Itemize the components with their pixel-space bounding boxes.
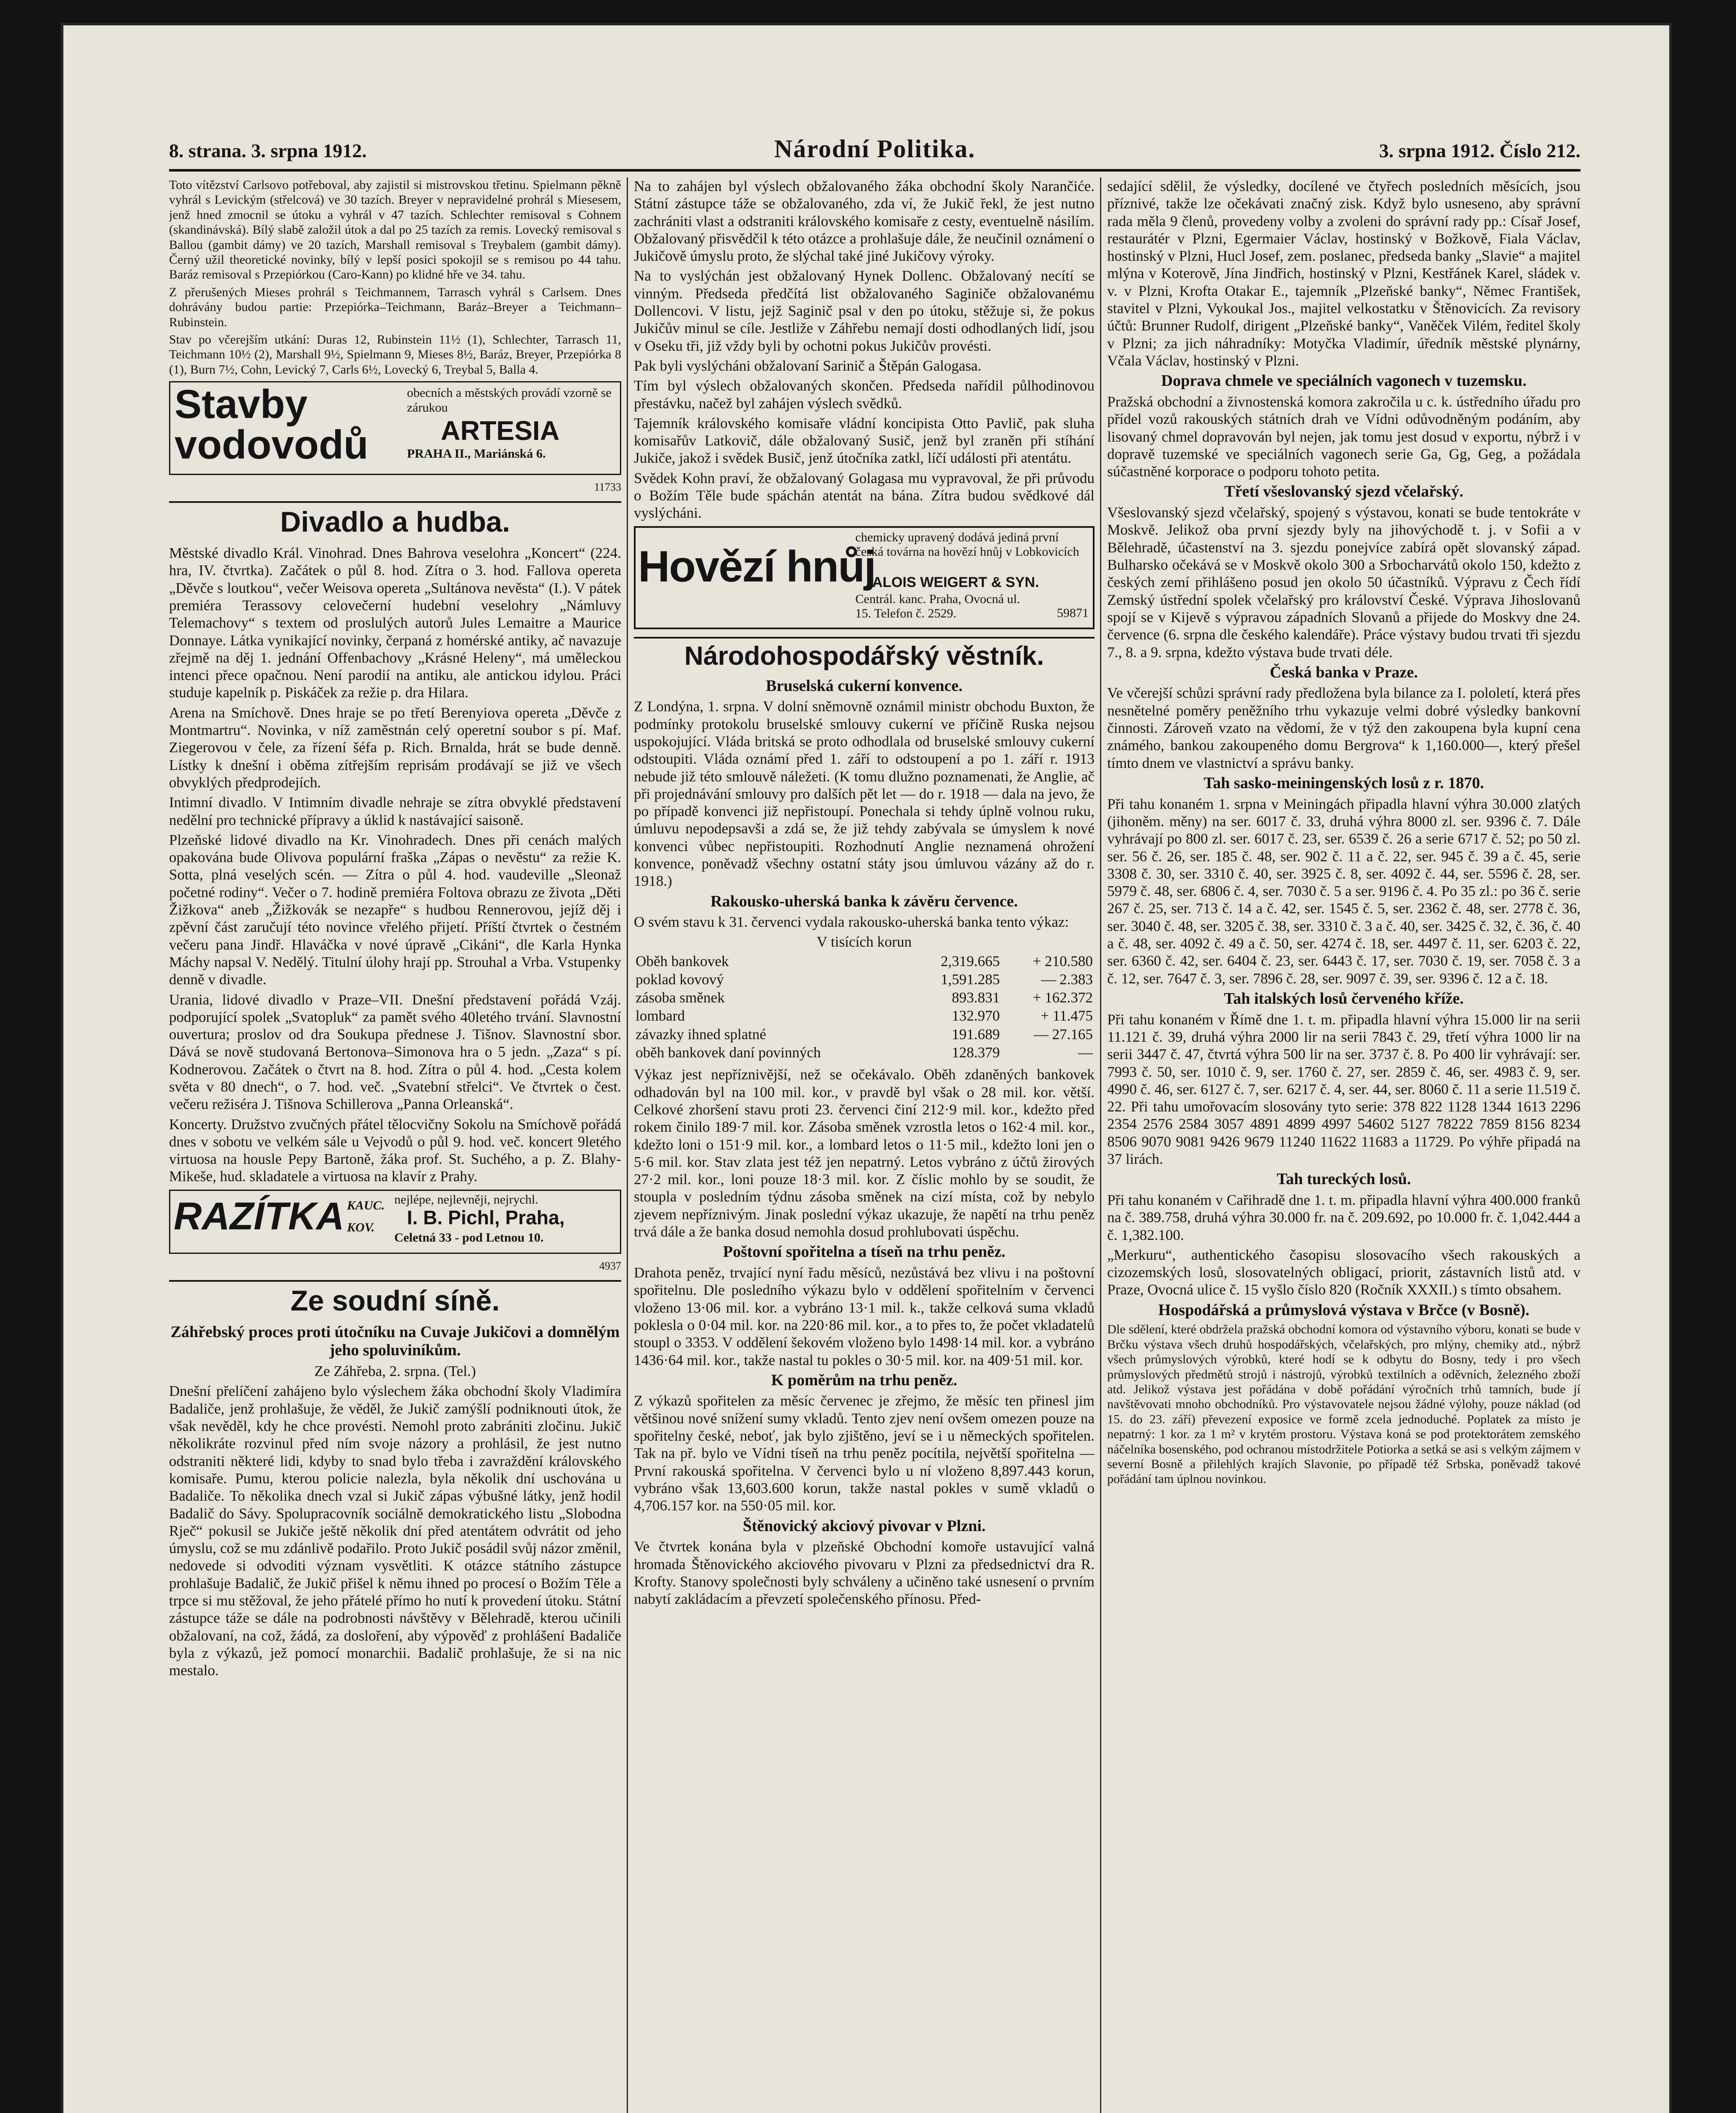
subsection-title: K poměrům na trhu peněz.: [771, 1371, 958, 1389]
article-body: Na to vyslýchán jest obžalovaný Hynek Dollenc. Obžalovaný necítí se vinným. Předseda předčítá list obžalovaného Saginiče obžalovanému Dollencovi. V listu, jejž Saginič psal v den po útoku, stěžuje si, že pokus Jukičův minul se cíle. Jestliže v Záhřebu nemají dosti odhodlaných lidí, jsou v Oseku tři, již vždy byli by ochotni pokus Jukičův provésti.: [634, 268, 1095, 354]
table-cell-value: 128.379: [952, 1044, 1000, 1061]
article-body: Při tahu konaném 1. srpna v Meiningách připadla hlavní výhra 30.000 zlatých (jihoněm. měny) na ser. 6017 č. 33, druhá výhra 8000 zl. ser. 9396 č. 7. Dále vyhrávají po 800 zl. ser. 6017 č. 23, ser. 6539 č. 26 a serie 6717 č. 52; po 50 zl. ser. 56 č. 26, ser. 185 č. 48, ser. 902 č. 11 a č. 22, ser. 945 č. 39 a č. 45, serie 3308 č. 30, ser. 3310 č. 40, ser. 3925 č. 8, ser. 4092 č. 44, ser. 5596 č. 28, ser. 5979 č. 48, ser. 6806 č. 4, ser. 7030 č. 5 a ser. 9196 č. 4. Po 35 zl.: po 36 č. serie 267 č. 25, ser. 713 č. 14 a č. 42, ser. 1545 č. 5, ser. 2362 č. 48, ser. 2778 č. 36, ser. 3040 č. 48, ser. 3205 č. 38, ser. 3310 č. 3 a č. 40, ser. 3425 č. 32, č. 36, č. 40 a č. 48, ser. 4092 č. 49 a č. 50, ser. 4274 č. 18, ser. 4497 č. 11, ser. 6203 č. 22, ser. 6360 č. 42, ser. 6404 č. 23, ser. 6443 č. 17, ser. 7030 č. 19, ser. 7058 č. 3 a č. 12, ser. 7647 č. 3, ser. 7896 č. 28, ser. 9097 č. 39, ser. 9396 č. 12 a č. 18.: [1107, 795, 1580, 987]
subsection-title: Tah sasko-meiningenských losů z r. 1870.: [1204, 774, 1484, 792]
article-body: Tajemník královského komisaře vládní koncipista Otto Pavlič, pak sluha komisařův Latkovič, dále obžalovaný Susič, jenž byl zraněn při stíhání Jukiče, jakož i svědek Busič, jenž útočníka zatkl, líčí události při atentátu.: [634, 415, 1095, 467]
subsection-title: Štěnovický akciový pivovar v Plzni.: [742, 1517, 986, 1535]
header-rule: [169, 169, 1580, 172]
column-3: [1107, 177, 1580, 2113]
ad-artesia: [169, 381, 621, 475]
ad-razitka-sub1: KAUC.: [347, 1198, 385, 1212]
article-body: Svědek Kohn praví, že obžalovaný Golagasa mu vypravoval, že při průvodu o Božím Těle bude spáchán atentát na bána. Zítra budou svědkové dál vyslýcháni.: [634, 470, 1095, 521]
ad-hnuj-text: chemicky upravený dodává jediná první česká továrna na hovězí hnůj v Lobkovicích: [855, 530, 1079, 559]
ad-brand: ARTESIA: [441, 415, 560, 446]
ad-number: 4937: [599, 1259, 621, 1272]
page-header: [169, 131, 1580, 169]
table-cell-value: 1,591.285: [941, 971, 1000, 988]
ad-title-stavby: Stavby: [175, 382, 308, 427]
theatre-item: Intimní divadlo. V Intimním divadle nehraje se zítra obvyklé představení nedělní pro technické přípravy a úklid k nastávající saisoně.: [169, 794, 621, 828]
table-cell-label: lombard: [636, 1007, 685, 1024]
subsection-title: Hospodářská a průmyslová výstava v Brčce (v Bosně).: [1158, 1301, 1530, 1319]
article-body: Dle sdělení, které obdržela pražská obchodní komora od výstavního výboru, konati se bude v Brčku výstava všech druhů hospodářských, včelařských, pro mlýny, chemiky atd., nýbrž všech průmyslových výrobků, které hodí se k odbytu do Bosny, tedy i pro všech průmyslových předmětů strojů i nástrojů, výrobků textilních a oděvních, železného zboží atd. Jelikož výstava jest pořádána v době pořádání výročních trhů tamních, bude jí navštěvovati mnoho obchodníků. Pro výstavovatele nejsou žádné výlohy, pouze náklad (od 15. do 23. září) převezení exposice ve formě zcela jednoduché. Poplatek za místo je nepatrný: 1 kor. za 1 m² v krytém prostoru. Výstava koná se pod protektorátem zemského náčelníka bosenského, pod ochranou místodržitele Potiorka a setká se asi s velkým zájmem v severní Bosně a přilehlých krajích Slavonie, po případě též Srbska, poněvadž takové pořádání tam úplnou novinkou.: [1107, 1322, 1580, 1486]
article-body: Při tahu konaném v Cařihradě dne 1. t. m. připadla hlavní výhra 400.000 franků na č. 389.758, druhá výhra 30.000 fr. na č. 209.692, po 10.000 fr. č. 1,042.444 a č. 1,382.100.: [1107, 1191, 1580, 1243]
table-row: [634, 1043, 1095, 1062]
table-row: [634, 952, 1095, 970]
ad-hnuj-firm: ALOIS WEIGERT & SYN.: [872, 574, 1039, 590]
ad-number: 11733: [594, 481, 621, 494]
newspaper-page: [63, 25, 1669, 2113]
ad-title-vodovodu: vodovodů: [175, 422, 368, 468]
article-body: Pražská obchodní a živnostenská komora zakročila u c. k. ústředního úřadu pro přídel vozů rakouských státních drah ve Vídni odůvodněným podáním, aby lisovaný chmel dopravován byl nejen, jak tomu jest dosud v exportu, nýbrž i v dopravě tuzemské ve speciálních vagonech serie Ga, Gg, Geg, a požádala súčastněné korporace o podporu tohoto petita.: [1107, 393, 1580, 480]
article-body: Na to zahájen byl výslech obžalovaného žáka obchodní školy Narančiće. Státní zástupce táže se obžalovaného, zda ví, že Jukič řekl, že jest nutno zachrániti vlast a odstraniti královského komisaře z cesty, eventuelně násilím. Obžalovaný přisvědčil k této otázce a prohlašuje dále, že neučinil oznámení o Jukičově úmyslu proto, že slýchal také jiné Jukičovy výroky.: [634, 178, 1095, 265]
theatre-item: Plzeňské lidové divadlo na Kr. Vinohradech. Dnes při cenách malých opakována bude Olivova populární fraška „Zápas o nevěstu“ za režie K. Sotta, plná veselých scén. — Zítra o půl 4. hod. vaudeville „Sleonaž početné rodiny“. Večer o 7. hodině premiéra Foltova obrazu ze života „Děti Žižkova“ aneb „Žižkovák se nezapře“ s hudbou Rennerovou, jejíž děj i zpěvní část zaručují této novince vřelého přijetí. Příští čtvrtek o čestném večeru pana Jindř. Hlaváčka v nové úpravě „Cikáni“, dle Karla Hynka Máchy napsal V. Nedělý. Titulní úlohy hrají pp. Strouhal a Vrba. Vstupenky denně v divadle.: [169, 831, 621, 988]
theatre-item: Koncerty. Družstvo zvučných přátel tělocvičny Sokolu na Smíchově pořádá dnes v sobotu ve velkém sále u Vejvodů o půl 9. hod. več. koncert 9letého virtuosa na housle Pepy Bartoně, žáka prof. St. Suchého, a p. Z. Blahy-Mikeše, hud. skladatele a virtuosa na klavír z Prahy.: [169, 1116, 621, 1185]
dateline: Ze Záhřeba, 2. srpna. (Tel.): [314, 1363, 476, 1380]
section-title-soud: Ze soudní síně.: [169, 1280, 621, 1317]
subsection-title: Poštovní spořitelna a tíseň na trhu peněz.: [723, 1243, 1006, 1261]
article-body: Dnešní přelíčení zahájeno bylo výslechem žáka obchodní školy Vladimíra Badaliče, jenž prohlašuje, že věděl, že Jukič zamýšlí podniknouti útok, že však nevěděl, kdy he chce provésti. Nemohl proto zabrániti zločinu. Jukič několikráte rozvinul před ním svoje názory a prohlásil, že jest nutno odstraniti některé lidi, kdyby to snad bylo třeba i zavraždění královského komisaře. Pumu, kterou policie nalezla, byla několik dní uschována u Badaliče. To několika dnech vzal si Jukič zápas výbušné látky, jenž hodil Badalič do Sávy. Spolupracovník sociálně demokratického listu „Slobodna Rječ“ pokusil se Jukiče ještě několik dní před atentátem odvrátit od jeho úmyslu, což se mu zdánlivě podařilo. Proto Jukič posádil svůj názor změnil, nedovede si odvoditi význam vysvětliti. K otázce státního zástupce prohlašuje Badalič, že Jukič přišel k němu ihned po procesí o Božím Těle a trpce si mu stěžoval, že jeho přátelé přímo ho nutí k provedení útoku. Státní zástupce táže se dále na podrobnosti návštěvy v Bělehradě, kterou učinili obžalovaní, na což, žádá, za dosloření, aby výpověď z prohlášení Badaliče byla z výkazů, jež pomocí monarchii. Badalič prohlašuje, že si na nic mestalo.: [169, 1383, 621, 1679]
chess-standings: Stav po včerejším utkání: Duras 12, Rubinstein 11½ (1), Schlechter, Tarrasch 11, Teichmann 10½ (2), Marshall 9½, Spielmann 9, Mieses 8½, Baráz, Breyer, Przepiórka 8 (1), Burn 7½, Cohn, Levický 7, Carls 6½, Lovecký 6, Treybal 5, Balla 4.: [169, 332, 621, 377]
subsection-title: Doprava chmele ve speciálních vagonech v tuzemsku.: [1161, 372, 1527, 390]
header-date-issue: 3. srpna 1912. Číslo 212.: [1379, 140, 1580, 161]
ad-razitka-addr: Celetná 33 - pod Letnou 10.: [394, 1230, 544, 1245]
section-title-divadlo: Divadlo a hudba.: [169, 501, 621, 538]
article-subtitle: Záhřebský proces proti útočníku na Cuvaje Jukičovi a domnělým jeho spoluviníkům.: [170, 1323, 620, 1360]
ad-address: PRAHA II., Mariánská 6.: [407, 447, 546, 461]
column-divider: [1100, 177, 1101, 2113]
table-cell-label: zásoba směnek: [636, 989, 725, 1006]
table-cell-value: — 2.383: [1041, 971, 1093, 988]
subsection-title: Třetí všeslovanský sjezd včelařský.: [1224, 483, 1463, 501]
column-divider: [627, 177, 628, 2113]
article-body: „Merkuru“, authentického časopisu slosovacího všech rakouských a cizozemských losů, slosovatelných obligací, priorit, zástavních listů atd. v Praze, Ovocná ulice č. 15 vyšlo číslo 820 (Ročník XXXII.) s tímto obsahem.: [1107, 1246, 1580, 1298]
article-body: Drahota peněz, trvající nyní řadu měsíců, nezůstává bez vlivu i na poštovní spořitelnu. Dle posledního výkazu bylo v oddělení spořitelním v červenci vloženo 13·06 mil. kor. a vybráno 13·1 mil. k., takže celková suma vkladů poklesla o 0·04 mil. kor. na 220·86 mil. kor., a to přes to, že počet vkladatelů stoupl o 3353. V oddělení šekovém vloženo bylo 1498·14 mil. kor. a vybráno 1436·64 mil. kor., takže nastal tu pokles o 30·5 mil. kor. na 409·51 mil. kor.: [634, 1264, 1095, 1368]
ad-razitka-sub2: KOV.: [347, 1220, 375, 1234]
column-1: [169, 177, 621, 2113]
table-cell-value: 2,319.665: [941, 953, 1000, 969]
article-body: O svém stavu k 31. červenci vydala rakousko-uherská banka tento výkaz:: [634, 914, 1069, 931]
article-body: Tím byl výslech obžalovaných skončen. Předseda nařídil půlhodinovou přestávku, načež byl zahájen výslech svědků.: [634, 377, 1095, 412]
table-cell-value: 191.689: [952, 1026, 1000, 1043]
theatre-item: Urania, lidové divadlo v Praze–VII. Dnešní představení pořádá Vzáj. podporující spolek „Svatopluk“ za pamět svého 40letého trvání. Slavnostní ouvertura; proslov od dra Soukupa přednese J. Tišnov. Slavnostní sbor. Dává se nově studovaná Bertonova–Simonova hra o 5 jedn. „Zaza“ s pí. Kodnerovou. Začátek o čtvrt na 8. hod. Zítra o půl 4. hod. „Cesta kolem světa v 80 dnech“, o 7. hod. več. „Svatební střelci“. Ve čtvrtek o čest. večeru režiséra J. Tišnova Schillerova „Panna Orleanská“.: [169, 991, 621, 1113]
subsection-title: Česká banka v Praze.: [1269, 663, 1418, 681]
chess-report: Toto vítězství Carlsovo potřeboval, aby zajistil si mistrovskou třetinu. Spielmann pěkně vyhrál s Levickým (střelcová) ve 30 tazích. Breyer v nepravidelné prohrál s Miesesem, jenž hned zmocnil se útoku a vyhrál v 47 tazích. Schlechter remisoval s Cohnem (skandinávská). Bílý slabě založil útok a dal po 25 tazích za remis. Lovecký remisoval s Ballou (gambit dámy) ve 20 tazích, Marshall remisoval s Treybalem (gambit dámy). Černý užil theoretické novinky, bílý v lepší posici spokojil se s remisou po 44 tahu. Baráz remisoval s Przepiórkou (Caro-Kann) po klidné hře ve 34. tahu.: [169, 178, 621, 282]
table-cell-label: závazky ihned splatné: [636, 1026, 767, 1043]
table-row: [634, 988, 1095, 1007]
ad-razitka-text: nejlépe, nejlevněji, nejrychl.: [394, 1192, 538, 1207]
table-cell-label: Oběh bankovek: [636, 953, 729, 969]
subsection-title: Bruselská cukerní konvence.: [766, 677, 963, 695]
ad-hovezi-hnuj: [634, 526, 1095, 629]
ad-hnuj-title: Hovězí hnůj: [638, 542, 876, 591]
article-body: Z Londýna, 1. srpna. V dolní sněmovně oznámil ministr obchodu Buxton, že podmínky protokolu bruselské smlouvy cukerní ve příčině Ruska nejsou uspokojující. Vláda britská se proto odhodlala od bruselské smlouvy cukerní odstoupiti. Vláda oznámí před 1. září to odstoupení a po 1. září r. 1913 nebude již této smlouvě náležeti. (K tomu dlužno poznamenati, že Anglie, ač při projednávání smlouvy pro dalších pět let — do r. 1918 — dala na jevo, že po případě konvenci již nepřistoupí. Ponechala si tehdy úplně volnou ruku, úmluvu nepodepsavši a zdá se, že již tehdy zabývala se úmyslem k nové konvenci vůbec nepřistoupiti. Rozhodnutí Anglie neznamená ohrožení konvence, poněvadž všechny ostatní státy jsou úmluvou vázány až do r. 1918.): [634, 698, 1095, 890]
table-cell-label: poklad kovový: [636, 971, 724, 988]
ad-text: obecních a městských provádí vzorně se zárukou: [407, 386, 611, 415]
ad-razitka-title: RAZÍTKA: [174, 1194, 344, 1238]
theatre-item: Městské divadlo Král. Vinohrad. Dnes Bahrova veselohra „Koncert“ (224. hra, IV. čtvrtka). Začátek o půl 8. hod. Zítra o 3. hod. Fallova opereta „Děvče s loutkou“, večer Weisova opereta „Sultánova nevěsta“ (I.). V pátek premiéra Terassovy celovečerní hudební veselohry „Námluvy Telemachovy“ s textem od proslulých autorů Jules Lemaitre a Maurice Donnaye. Látka vynikající novinky, čerpaná z homérské antiky, ač navazuje zřejmě na děj 1. jednání Offenbachovy „Krásné Heleny“, má uměleckou intenci přece opačnou. Není parodií na antiku, ale antickou idylou. Práci studuje kapelník p. Piskáček za režie p. dra Hilara.: [169, 545, 621, 701]
subsection-title: Tah italských losů červeného kříže.: [1224, 989, 1464, 1007]
theatre-item: Arena na Smíchově. Dnes hraje se po třetí Berenyiova opereta „Děvče z Montmartru“. Novinka, v níž zaměstnán celý operetní soubor s pí. Maf. Ziegerovou v čele, za řízení šéfa p. Rich. Brnalda, hrát se bude denně. Lístky k dnešní i oběma zítřejším reprisám prodávají se již ve všech obvyklých předprodejích.: [169, 704, 621, 791]
ad-hnuj-number: 59871: [1057, 606, 1089, 620]
ad-razitka-firm: I. B. Pichl, Praha,: [407, 1206, 565, 1228]
bank-statement-table: [634, 952, 1095, 1062]
chess-report: Z přerušených Mieses prohrál s Teichmannem, Tarrasch vyhrál s Carlsem. Dnes dohrávány budou partie: Przepiórka–Teichmann, Baráz–Breyer a Teichmann–Rubinstein.: [169, 285, 621, 329]
article-body: Všeslovanský sjezd včelařský, spojený s výstavou, konati se bude tentokráte v Moskvě. Jelikož oba první sjezdy byly na jihovýchodě t. j. v Sofii a v Bělehradě, účastenství na 3. sjezdu ponejvíce zabírá opět slovanský západ. Bulharsko očekává se v Moskvě okolo 300 a Srbocharvátů okolo 150, kdežto z českých zemí přihlášeno posud jen okolo 50 účastníků. Výpravu z Čech řídí Zemský ústřední spolek včelařský pro království České. Výprava Jihoslovanů spojí se v Kijevě s výpravou západních Slovanů a přijede do Moskvy dne 24. července (6. srpna dle českého kalendáře). Práce výstavy budou trvati tři sjezdu 7., 8. a 9. srpna, kdežto výstava bude trvati déle.: [1107, 504, 1580, 661]
table-cell-label: oběh bankovek daní povinných: [636, 1044, 821, 1061]
table-cell-value: + 210.580: [1032, 953, 1093, 969]
article-body: Pak byli vyslýcháni obžalovaní Sarinič a Štěpán Galogasa.: [634, 357, 982, 374]
ad-razitka: [169, 1190, 621, 1254]
ad-hnuj-addr: Centrál. kanc. Praha, Ovocná ul. 15. Telefon č. 2529.: [855, 592, 1020, 621]
subsection-title: Rakousko-uherská banka k závěru července.: [710, 892, 1018, 910]
column-2: [634, 177, 1095, 2113]
section-title-vestnik: Národohospodářský věstník.: [634, 637, 1095, 671]
table-row: [634, 1025, 1095, 1043]
table-row: [634, 970, 1095, 988]
newspaper-title: Národní Politika.: [774, 135, 976, 163]
subsection-title: Tah tureckých losů.: [1277, 1170, 1411, 1188]
table-cell-value: 893.831: [952, 989, 1000, 1006]
header-page-date: 8. strana. 3. srpna 1912.: [169, 140, 367, 161]
table-cell-value: + 11.475: [1040, 1007, 1093, 1024]
table-unit: V tisících korun: [816, 933, 912, 950]
table-cell-value: —: [1078, 1044, 1093, 1061]
article-body: Ve včerejší schůzi správní rady předložena byla bilance za I. pololetí, která přes nesnětelné poměry peněžního trhu vykazuje velmi dobré výsledky bankovní činnosti. Zároveň vzato na vědomí, že v týž den zakoupena byla kupní cena známého, bankou zakoupeného domu Bergrova“ k 1,160.000—, který přešel tímto dnem ve vlastnictví a správu banky.: [1107, 685, 1580, 771]
table-row: [634, 1007, 1095, 1025]
article-body: Z výkazů spořitelen za měsíc červenec je zřejmo, že měsíc ten přinesl jim většinou nové snížení sumy vkladů. Tento zjev není ovšem omezen pouze na spořitelny české, neboť, jak bylo zjištěno, jeví se i u německých spořitelen. Tak na př. bylo ve Vídni tíseň na trhu peněz pocítila, největší spořitelna — První rakouská spořitelna. V červenci bylo u ní vloženo 8,897.443 korun, vybráno však 13,603.600 korun, takže nastal pokles v sumě vkladů o 4,706.157 kor. na 550·05 mil. kor.: [634, 1392, 1095, 1514]
table-cell-value: + 162.372: [1032, 989, 1093, 1006]
article-body: Ve čtvrtek konána byla v plzeňské Obchodní komoře ustavující valná hromada Štěnovického akciového pivovaru v Plzni za předsednictví dra R. Krofty. Stanovy společnosti byly schváleny a učiněno také usnesení o prvním nabytí zakládacím a převzetí společenského přínosu. Před-: [634, 1538, 1095, 1608]
article-body: Při tahu konaném v Římě dne 1. t. m. připadla hlavní výhra 15.000 lir na serii 11.121 č. 39, druhá výhra 2000 lir na serii 7843 č. 29, třetí výhra 1000 lir na serii 3447 č. 47, čtvrtá výhra 500 lir na ser. 3737 č. 8. Po 400 lir vyhrávají: ser. 7993 č. 50, ser. 1010 č. 9, ser. 1760 č. 27, ser. 2859 č. 46, ser. 4983 č. 9, ser. 4990 č. 46, ser. 6127 č. 7, ser. 6217 č. 4, ser. 44, ser. 8060 č. 11 a serie 11.519 č. 22. Při tahu umořovacím slosovány tyto serie: 378 822 1128 1344 1613 2296 2354 2576 2584 3057 4891 4899 4997 54602 5127 78222 7859 8156 8234 8506 9070 9081 9426 9679 11240 11622 11683 a 11729. Po výhře připadá na 37 lirách.: [1107, 1011, 1580, 1167]
table-cell-value: — 27.165: [1034, 1026, 1093, 1043]
table-cell-value: 132.970: [952, 1007, 1000, 1024]
article-body: Výkaz jest nepříznivější, než se očekávalo. Oběh zdaněných bankovek odhadován byl na 100 mil. kor., v pravdě byl však o 28 mil. kor. větší. Celkové zhoršení stavu proti 23. červenci činí 212·9 mil. kor., kdežto před rokem činilo 189·7 mil. kor. Zásoba směnek vzrostla letos o 162·4 mil. kor., kdežto loni o 151·9 mil. kor., a lombard letos o 11·5 mil., kdežto loni jen o 5·6 mil. kor. Stav zlata jest též jen nepatrný. Letos vybráno z účtů žirových 27·2 mil. kor., loni pouze 18·3 mil. kor. Z číslic mohlo by se soudit, že stoupla v posledním týdnu zásoba směnek na cizí místa, což by nebylo zjevem nepříznivým. Jinak poslední výkaz ukazuje, že napětí na trhu peněz trvá dále a že banka dosud nemohla dosud prohlubovati úspěchu.: [634, 1066, 1095, 1240]
article-body: sedající sdělil, že výsledky, docílené ve čtyřech posledních měsících, jsou příznivé, takže lze očekávati značný zisk. Když bylo usneseno, aby správní rada měla 9 členů, provedeny volby a zvoleni do správní rady pp.: Císař Josef, restaurátér v Plzni, Egermaier Václav, hostinský v Božkově, Fiala Václav, hostinský v Plzni, Hucl Josef, zem. poslanec, předseda banky „Slavie“ a majitel mlýna v Koterově, Jína Jindřich, hostinský v Plzni, Kestřánek Karel, sládek v. v. v Plzni, Krofta Otakar E., tajemník „Plzeňské banky“, Němec František, stavitel v Plzni, Vykoukal Jos., majitel velkostatku v Štěnovicích. Za revisory účtů: Brunner Rudolf, dirigent „Plzeňské banky“, Vaněček Vilém, ředitel školy v Plzni; za jich náhradníky: Motyčka Vladimír, úředník městské plynárny, Včala Václav, hostinský v Plzni.: [1107, 178, 1580, 369]
